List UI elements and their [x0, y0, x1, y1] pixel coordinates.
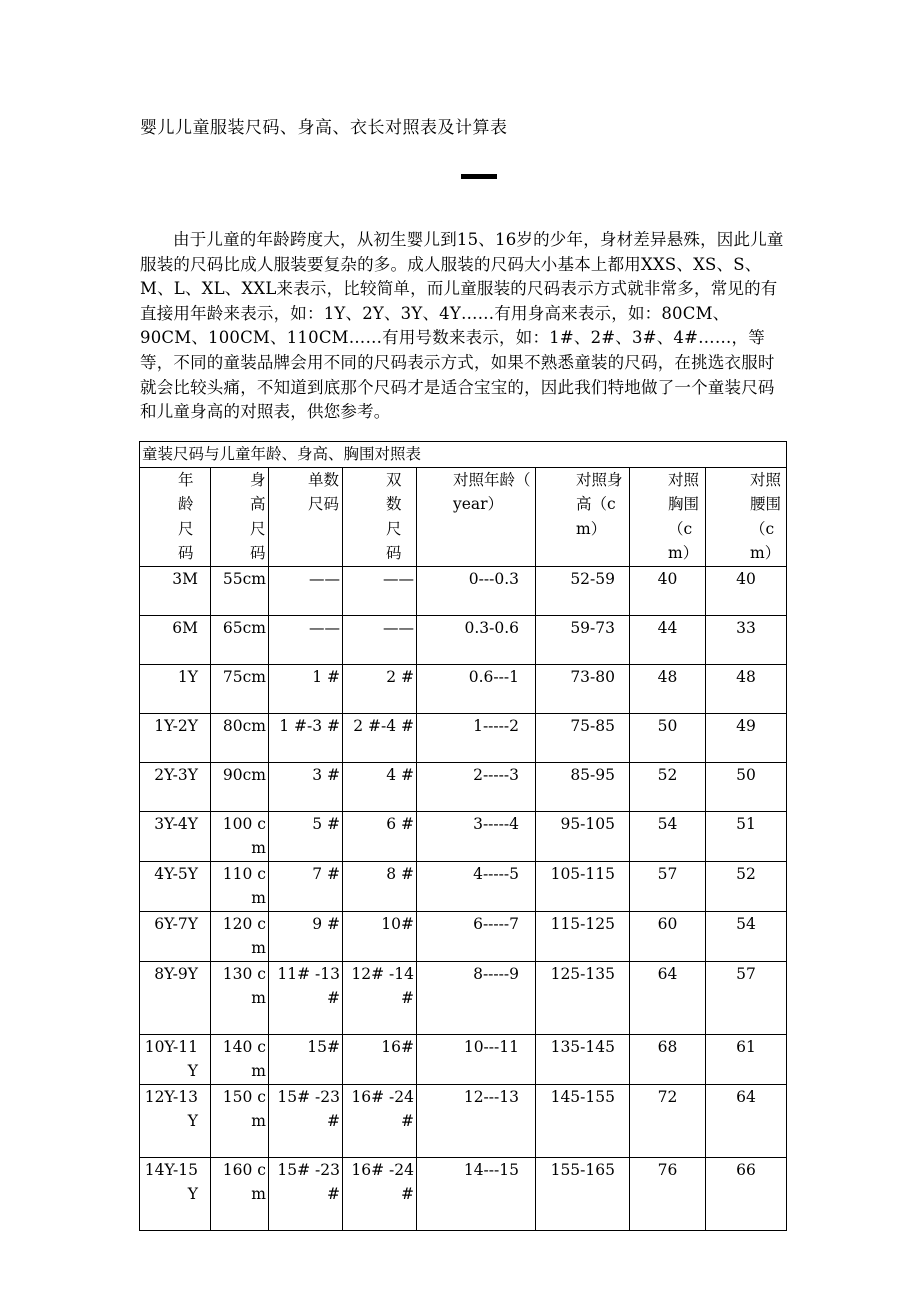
- cell-even-size: 12# -14#: [343, 961, 417, 1034]
- cell-ref-waist: 49: [706, 713, 787, 762]
- cell-ref-height: 155-165: [536, 1157, 630, 1230]
- header-ref-waist: 对照腰围（cm）: [706, 467, 787, 566]
- table-row: [140, 861, 787, 911]
- cell-age-size: 10Y-11Y: [140, 1034, 211, 1084]
- intro-text: [140, 228, 785, 425]
- document-title: 婴儿儿童服装尺码、身高、衣长对照表及计算表: [140, 118, 508, 138]
- cell-ref-chest: 64: [630, 961, 706, 1034]
- cell-even-size: 2 #: [343, 664, 417, 713]
- cell-ref-height: 115-125: [536, 911, 630, 961]
- table-row: [140, 713, 787, 762]
- table-row: [140, 1084, 787, 1157]
- cell-age-size: 1Y: [140, 664, 211, 713]
- section-number-one: [461, 174, 497, 179]
- cell-even-size: 10#: [343, 911, 417, 961]
- cell-ref-chest: 48: [630, 664, 706, 713]
- cell-ref-waist: 52: [706, 861, 787, 911]
- cell-even-size: 16# -24#: [343, 1157, 417, 1230]
- table-caption: 童装尺码与儿童年龄、身高、胸围对照表: [140, 442, 787, 468]
- cell-ref-age: 0---0.3: [417, 566, 536, 615]
- cell-ref-age: 0.3-0.6: [417, 615, 536, 664]
- cell-ref-chest: 52: [630, 762, 706, 811]
- cell-odd-size: 1 #: [269, 664, 343, 713]
- header-row: [140, 467, 787, 566]
- cell-ref-waist: 57: [706, 961, 787, 1034]
- cell-odd-size: 1 #-3 #: [269, 713, 343, 762]
- cell-ref-waist: 54: [706, 911, 787, 961]
- cell-ref-age: 0.6---1: [417, 664, 536, 713]
- intro-paragraph: 由于儿童的年龄跨度大，从初生婴儿到15、16岁的少年，身材差异悬殊，因此儿童服装的尺码比成人服装要复杂的多。成人服装的尺码大小基本上都用XXS、XS、S、M、L、XL、XXL来表示，比较简单，而儿童服装的尺码表示方式就非常多，常见的有直接用年龄来表示，如：1Y、2Y、3Y、4Y……有用身高来表示，如：80CM、90CM、100CM、110CM……有用号数来表示，如：1#、2#、3#、4#……，等等，不同的童装品牌会用不同的尺码表示方式，如果不熟悉童装的尺码，在挑选衣服时就会比较头痛，不知道到底那个尺码才是适合宝宝的，因此我们特地做了一个童装尺码和儿童身高的对照表，供您参考。: [140, 230, 784, 422]
- cell-ref-height: 135-145: [536, 1034, 630, 1084]
- cell-ref-age: 3-----4: [417, 811, 536, 861]
- table-row: [140, 1157, 787, 1230]
- cell-ref-height: 95-105: [536, 811, 630, 861]
- cell-ref-age: 1-----2: [417, 713, 536, 762]
- cell-even-size: 2 #-4 #: [343, 713, 417, 762]
- header-ref-chest: 对照胸围（cm）: [630, 467, 706, 566]
- cell-odd-size: 7 #: [269, 861, 343, 911]
- cell-ref-chest: 54: [630, 811, 706, 861]
- cell-even-size: ——: [343, 566, 417, 615]
- cell-ref-age: 6-----7: [417, 911, 536, 961]
- header-ref-age: 对照年龄（ year）: [417, 467, 536, 566]
- cell-ref-waist: 66: [706, 1157, 787, 1230]
- cell-height-size: 140 cm: [211, 1034, 269, 1084]
- table-row: [140, 1034, 787, 1084]
- cell-ref-age: 10---11: [417, 1034, 536, 1084]
- cell-age-size: 3M: [140, 566, 211, 615]
- cell-height-size: 130 cm: [211, 961, 269, 1034]
- table-row: [140, 664, 787, 713]
- cell-height-size: 120 cm: [211, 911, 269, 961]
- cell-age-size: 6Y-7Y: [140, 911, 211, 961]
- cell-height-size: 150 cm: [211, 1084, 269, 1157]
- size-chart-table: [139, 441, 787, 1231]
- table-row: [140, 961, 787, 1034]
- cell-ref-chest: 44: [630, 615, 706, 664]
- cell-odd-size: 15# -23#: [269, 1157, 343, 1230]
- cell-even-size: ——: [343, 615, 417, 664]
- header-ref-height: 对照身高（cm）: [536, 467, 630, 566]
- cell-age-size: 2Y-3Y: [140, 762, 211, 811]
- table-row: [140, 615, 787, 664]
- cell-ref-height: 73-80: [536, 664, 630, 713]
- cell-ref-waist: 48: [706, 664, 787, 713]
- cell-ref-chest: 57: [630, 861, 706, 911]
- cell-odd-size: 15# -23#: [269, 1084, 343, 1157]
- cell-even-size: 6 #: [343, 811, 417, 861]
- table-row: [140, 811, 787, 861]
- cell-even-size: 16# -24#: [343, 1084, 417, 1157]
- cell-age-size: 1Y-2Y: [140, 713, 211, 762]
- cell-ref-waist: 61: [706, 1034, 787, 1084]
- cell-ref-height: 52-59: [536, 566, 630, 615]
- cell-ref-age: 8-----9: [417, 961, 536, 1034]
- header-even-size: 双数尺码: [343, 467, 417, 566]
- cell-ref-waist: 40: [706, 566, 787, 615]
- cell-odd-size: 11# -13#: [269, 961, 343, 1034]
- cell-height-size: 65cm: [211, 615, 269, 664]
- header-odd-size: 单数尺码: [269, 467, 343, 566]
- cell-age-size: 4Y-5Y: [140, 861, 211, 911]
- cell-ref-chest: 60: [630, 911, 706, 961]
- cell-ref-age: 14---15: [417, 1157, 536, 1230]
- cell-even-size: 4 #: [343, 762, 417, 811]
- cell-ref-chest: 72: [630, 1084, 706, 1157]
- cell-ref-waist: 50: [706, 762, 787, 811]
- cell-ref-waist: 64: [706, 1084, 787, 1157]
- cell-age-size: 14Y-15Y: [140, 1157, 211, 1230]
- cell-age-size: 12Y-13Y: [140, 1084, 211, 1157]
- cell-ref-waist: 33: [706, 615, 787, 664]
- cell-age-size: 3Y-4Y: [140, 811, 211, 861]
- cell-odd-size: ——: [269, 615, 343, 664]
- cell-ref-height: 105-115: [536, 861, 630, 911]
- cell-age-size: 6M: [140, 615, 211, 664]
- table-row: [140, 911, 787, 961]
- cell-ref-height: 125-135: [536, 961, 630, 1034]
- cell-height-size: 55cm: [211, 566, 269, 615]
- cell-height-size: 80cm: [211, 713, 269, 762]
- cell-age-size: 8Y-9Y: [140, 961, 211, 1034]
- cell-ref-chest: 68: [630, 1034, 706, 1084]
- header-height-size: 身高尺码: [211, 467, 269, 566]
- cell-height-size: 75cm: [211, 664, 269, 713]
- cell-ref-waist: 51: [706, 811, 787, 861]
- cell-odd-size: ——: [269, 566, 343, 615]
- cell-height-size: 160 cm: [211, 1157, 269, 1230]
- cell-even-size: 16#: [343, 1034, 417, 1084]
- cell-odd-size: 3 #: [269, 762, 343, 811]
- cell-ref-height: 75-85: [536, 713, 630, 762]
- cell-height-size: 100 cm: [211, 811, 269, 861]
- cell-ref-age: 4-----5: [417, 861, 536, 911]
- cell-ref-age: 2-----3: [417, 762, 536, 811]
- table-row: [140, 566, 787, 615]
- cell-even-size: 8 #: [343, 861, 417, 911]
- cell-ref-chest: 76: [630, 1157, 706, 1230]
- cell-height-size: 90cm: [211, 762, 269, 811]
- header-age-size: 年龄尺码: [140, 467, 211, 566]
- cell-ref-height: 85-95: [536, 762, 630, 811]
- table-row: [140, 762, 787, 811]
- cell-height-size: 110 cm: [211, 861, 269, 911]
- cell-ref-age: 12---13: [417, 1084, 536, 1157]
- cell-odd-size: 9 #: [269, 911, 343, 961]
- cell-ref-height: 59-73: [536, 615, 630, 664]
- cell-ref-chest: 50: [630, 713, 706, 762]
- cell-ref-height: 145-155: [536, 1084, 630, 1157]
- cell-odd-size: 15#: [269, 1034, 343, 1084]
- cell-ref-chest: 40: [630, 566, 706, 615]
- cell-odd-size: 5 #: [269, 811, 343, 861]
